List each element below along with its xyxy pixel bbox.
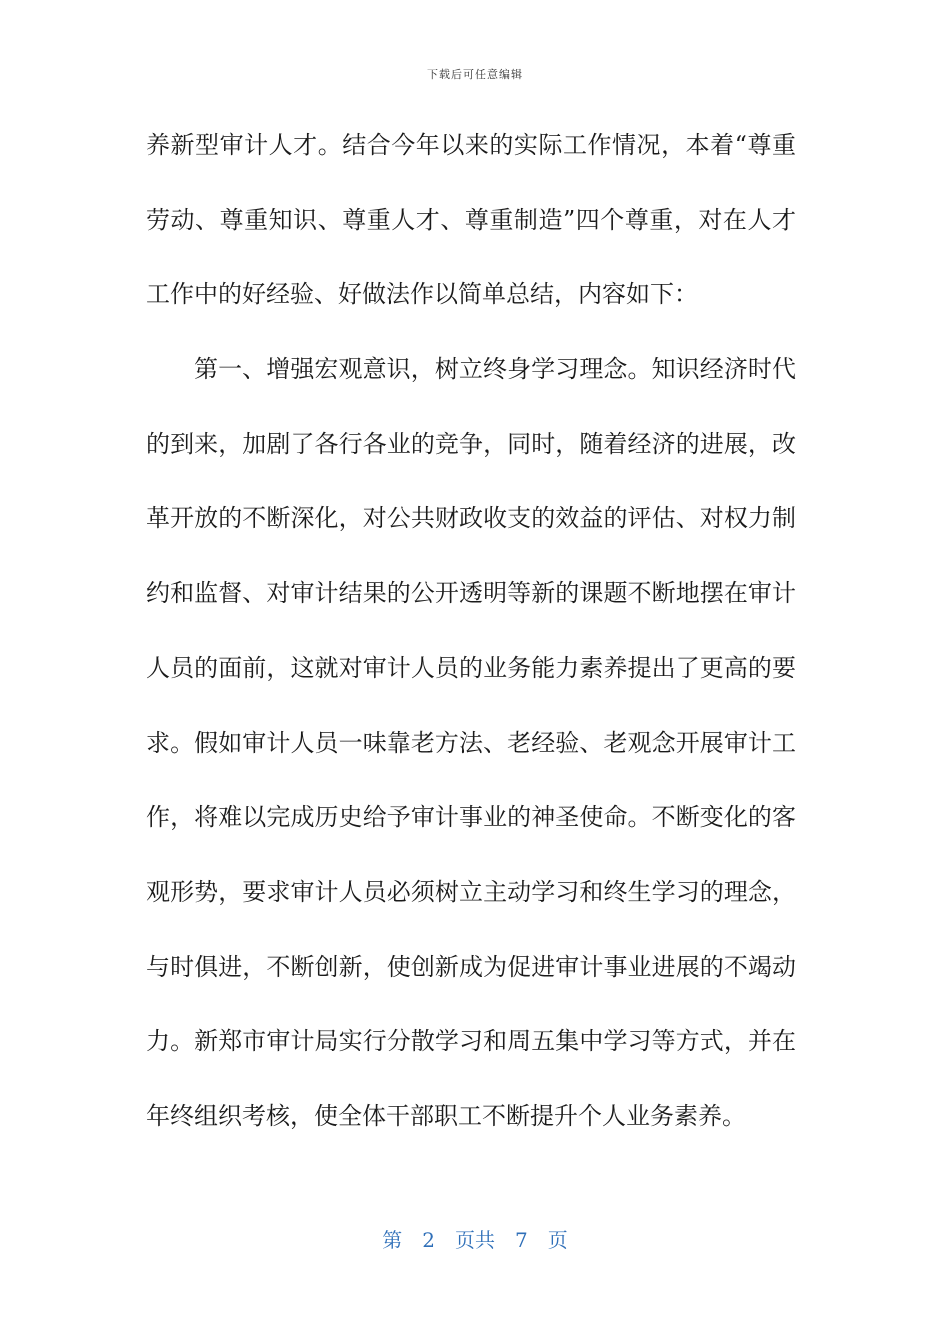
paragraph-first-line: 第一、增强宏观意识，树立终身学习理念。知识经济时代 [194, 355, 796, 384]
text-line: 求。假如审计人员一味靠老方法、老经验、老观念开展审计工 [146, 728, 796, 757]
text-line: 劳动、尊重知识、尊重人才、尊重制造”四个尊重，对在人才 [146, 205, 796, 234]
page-middle-text: 页共 [455, 1228, 495, 1252]
text-line: 养新型审计人才。结合今年以来的实际工作情况，本着“尊重 [146, 131, 796, 159]
text-line: 观形势，要求审计人员必须树立主动学习和终生学习的理念， [146, 877, 796, 906]
page-suffix: 页 [547, 1228, 568, 1252]
page-prefix: 第 [382, 1228, 403, 1252]
text-line: 人员的面前，这就对审计人员的业务能力素养提出了更高的要 [146, 653, 796, 682]
text-line: 革开放的不断深化，对公共财政收支的效益的评估、对权力制 [146, 504, 796, 533]
page-header-note: 下载后可任意编辑 [427, 68, 523, 81]
text-line: 作，将难以完成历史给予审计事业的神圣使命。不断变化的客 [146, 803, 796, 832]
page-number-footer [0, 1224, 950, 1253]
text-line: 工作中的好经验、好做法作以简单总结，内容如下： [146, 280, 698, 309]
text-line: 与时俱进，不断创新，使创新成为促进审计事业进展的不竭动 [146, 952, 796, 981]
document-body [146, 121, 796, 1167]
text-line: 约和监督、对审计结果的公开透明等新的课题不断地摆在审计 [146, 579, 796, 608]
page-total-number: 7 [515, 1228, 528, 1252]
text-line: 年终组织考核，使全体干部职工不断提升个人业务素养。 [146, 1101, 746, 1130]
page-current-number: 2 [422, 1228, 435, 1252]
text-line: 力。新郑市审计局实行分散学习和周五集中学习等方式，并在 [146, 1027, 796, 1056]
text-line: 的到来，加剧了各行各业的竞争，同时，随着经济的进展，改 [146, 429, 796, 458]
